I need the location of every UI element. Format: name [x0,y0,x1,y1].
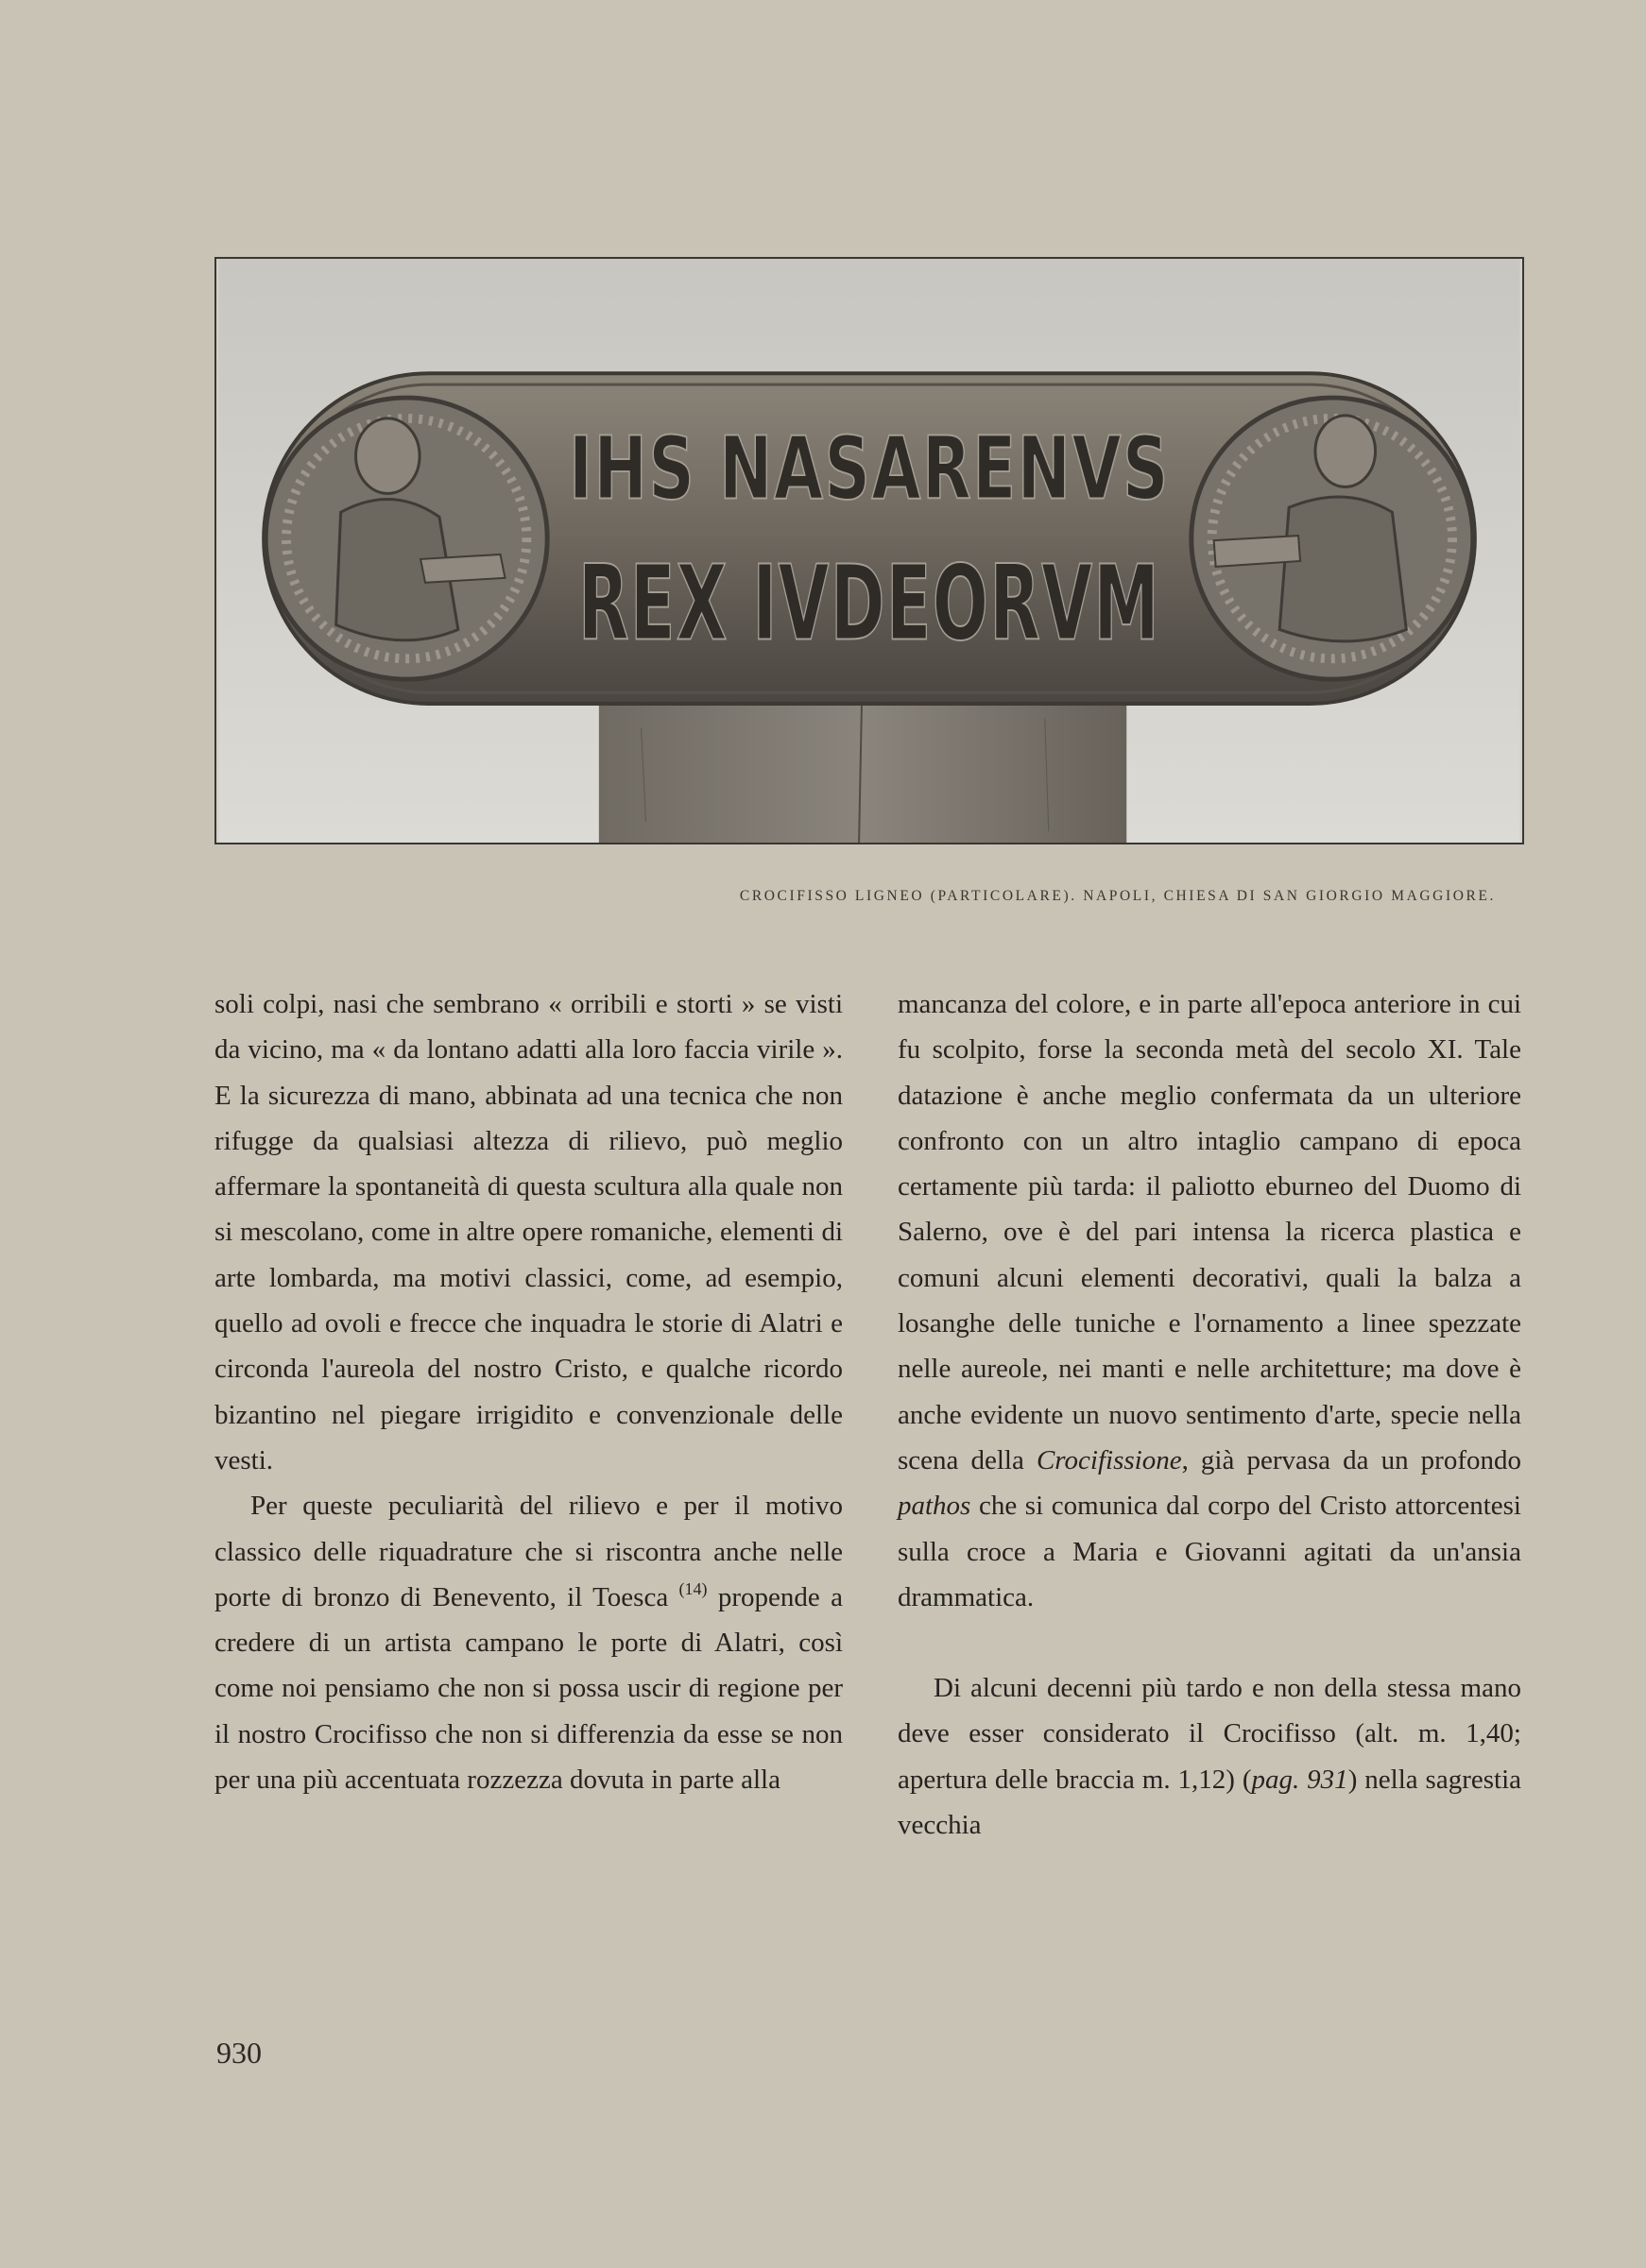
inscription-line-1: IHS NASARENVS [569,418,1170,520]
page-reference: pag. 931 [1251,1764,1348,1795]
italic-pathos: pathos [898,1491,971,1522]
photograph-crucifix-detail [214,257,1524,844]
left-paragraph-1: soli colpi, nasi che sembrano « orribili e storti » se visti da vicino, ma « da lontano adatti alla loro faccia virile ». E la sicurezza di mano, abbinata ad una tecnica che non rifugge da qualsiasi altezza di rilievo, può meglio affermare la spontaneità di questa scultura alla quale non si mescolano, come in altre opere romaniche, elementi di arte lombarda, ma motivi classici, come, ad esempio, quello ad ovoli e frecce che inquadra le storie di Alatri e circonda l'aureola del nostro Cristo, e qualche ricordo bizantino nel piegare irrigidito e convenzionale delle vesti. [214,989,843,1475]
footnote-ref-14: (14) [678,1578,708,1598]
right-column [898,981,1521,1848]
crucifix-photo-svg [216,259,1522,843]
cross-post [599,700,1126,843]
right-paragraph-2: Di alcuni decenni più tardo e non della stessa mano deve esser considerato il Crocifisso (alt. m. 1,40; apertura delle braccia m. 1,12) (pag. 931) nella sagrestia vecchia [898,1673,1521,1841]
left-paragraph-2: Per queste peculiarità del rilievo e per il motivo classico delle riquadrature che si riscontra anche nelle porte di bronzo di Benevento, il Toesca $^{(14)}$ propende a credere di un artista campano le porte di Alatri, così come noi pensiamo che non si possa uscir di regione per il nostro Crocifisso che non si differenzia da esse se non per una più accentuata rozzezza dovuta in parte alla [214,1491,843,1796]
right-paragraph-1: mancanza del colore, e in parte all'epoca anteriore in cui fu scolpito, forse la seconda metà del secolo XI. Tale datazione è anche meglio confermata da un ulteriore confronto con un altro intaglio campano di epoca certamente più tarda: il paliotto eburneo del Duomo di Salerno, ove è del pari intensa la ricerca plastica e comuni alcuni elementi decorativi, quali la balza a losanghe delle tuniche e l'ornamento a linee spezzate nelle aureole, nei manti e nelle architetture; ma dove è anche evidente un nuovo sentimento d'arte, specie nella scena della Crocifissione, già pervasa da un profondo pathos che si comunica dal corpo del Cristo attorcentesi sulla croce a Maria e Giovanni agitati da un'ansia drammatica. [898,989,1521,1612]
inscription-line-2: REX IVDEORVM [577,543,1161,664]
figure-caption: CROCIFISSO LIGNEO (PARTICOLARE). NAPOLI, CHIESA DI SAN GIORGIO MAGGIORE. [739,888,1496,904]
italic-crocifissione: Crocifissione [1036,1444,1182,1475]
left-column [214,981,843,1802]
page-number: 930 [216,2036,262,2070]
